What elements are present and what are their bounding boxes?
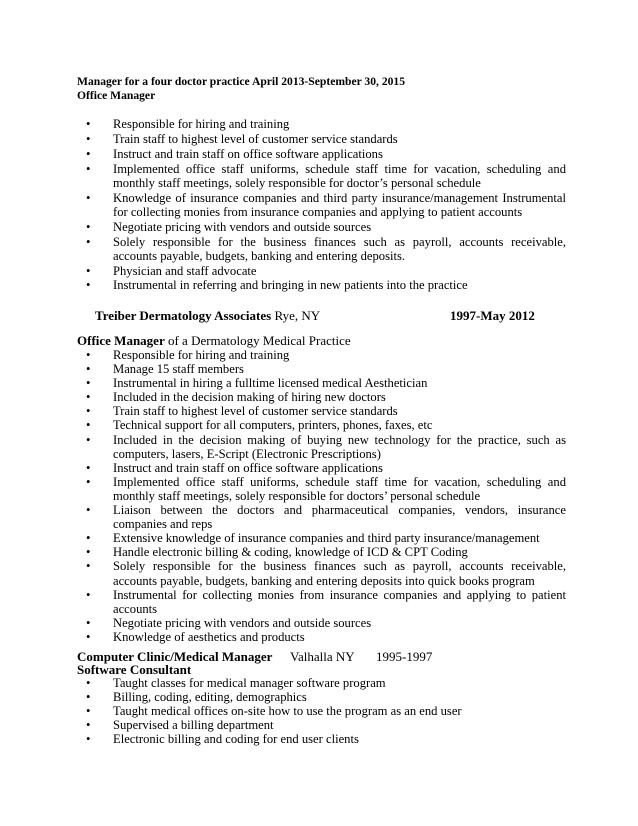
list-item: • Responsible for hiring and training [86, 117, 566, 131]
list-item: • Implemented office staff uniforms, schedule staff time for vacation, scheduling and monthly staff meetings, solely responsible for doctors’ personal schedule [86, 475, 566, 503]
job2-position: Office Manager [77, 333, 165, 348]
job2-position-line [77, 333, 351, 348]
list-item: • Responsible for hiring and training [86, 348, 566, 362]
list-item: • Instrumental in hiring a fulltime licensed medical Aesthetician [86, 376, 566, 390]
list-item: • Taught medical offices on-site how to use the program as an end user [86, 704, 566, 718]
list-item: • Instruct and train staff on office software applications [86, 147, 566, 161]
list-item: • Train staff to highest level of customer service standards [86, 404, 566, 418]
list-item: • Handle electronic billing & coding, knowledge of ICD & CPT Coding [86, 545, 566, 559]
list-item: • Instrumental in referring and bringing in new patients into the practice [86, 278, 566, 292]
list-item: • Taught classes for medical manager software program [86, 676, 566, 690]
job2-location: Rye, NY [274, 308, 321, 323]
job2-position-desc: of a Dermatology Medical Practice [167, 333, 351, 348]
job3-employer: Computer Clinic/Medical Manager [77, 649, 273, 664]
list-item: • Electronic billing and coding for end user clients [86, 732, 566, 746]
list-item: • Supervised a billing department [86, 718, 566, 732]
list-item: • Physician and staff advocate [86, 264, 566, 278]
list-item: • Liaison between the doctors and pharmaceutical companies, vendors, insurance companies and reps [86, 503, 566, 531]
list-item: • Extensive knowledge of insurance companies and third party insurance/management [86, 531, 566, 545]
list-item: • Train staff to highest level of customer service standards [86, 132, 566, 146]
job1-bullet-list [86, 117, 566, 293]
list-item: • Instrumental for collecting monies from insurance companies and applying to patient accounts [86, 588, 566, 616]
job3-dates: 1995-1997 [376, 649, 433, 664]
list-item: • Included in the decision making of hiring new doctors [86, 390, 566, 404]
job1-title-line: Manager for a four doctor practice April 2013-September 30, 2015 [77, 75, 406, 88]
list-item: • Included in the decision making of buying new technology for the practice, such as computers, lasers, E-Script (Electronic Prescriptions) [86, 433, 566, 461]
job3-location: Valhalla NY [290, 649, 355, 664]
list-item: • Technical support for all computers, printers, phones, faxes, etc [86, 418, 566, 432]
list-item: • Negotiate pricing with vendors and outside sources [86, 616, 566, 630]
list-item: • Knowledge of insurance companies and third party insurance/management Instrumental for collecting monies from insurance companies and applying to patient accounts [86, 191, 566, 219]
job2-employer-line [95, 308, 320, 323]
job1-position: Office Manager [77, 89, 156, 102]
job3-position: Software Consultant [77, 662, 192, 677]
list-item: • Implemented office staff uniforms, schedule staff time for vacation, scheduling and monthly staff meetings, solely responsible for doctor’s personal schedule [86, 162, 566, 190]
list-item: • Knowledge of aesthetics and products [86, 630, 566, 644]
list-item: • Negotiate pricing with vendors and outside sources [86, 220, 566, 234]
list-item: • Manage 15 staff members [86, 362, 566, 376]
job3-bullet-list [86, 676, 566, 746]
job2-dates: 1997-May 2012 [450, 308, 535, 323]
job2-employer: Treiber Dermatology Associates [95, 308, 272, 323]
list-item: • Solely responsible for the business finances such as payroll, accounts receivable, accounts payable, budgets, banking and entering deposits. [86, 235, 566, 263]
list-item: • Solely responsible for the business finances such as payroll, accounts receivable, accounts payable, budgets, banking and entering deposits into quick books program [86, 559, 566, 587]
job2-bullet-list [86, 348, 566, 644]
list-item: • Billing, coding, editing, demographics [86, 690, 566, 704]
list-item: • Instruct and train staff on office software applications [86, 461, 566, 475]
